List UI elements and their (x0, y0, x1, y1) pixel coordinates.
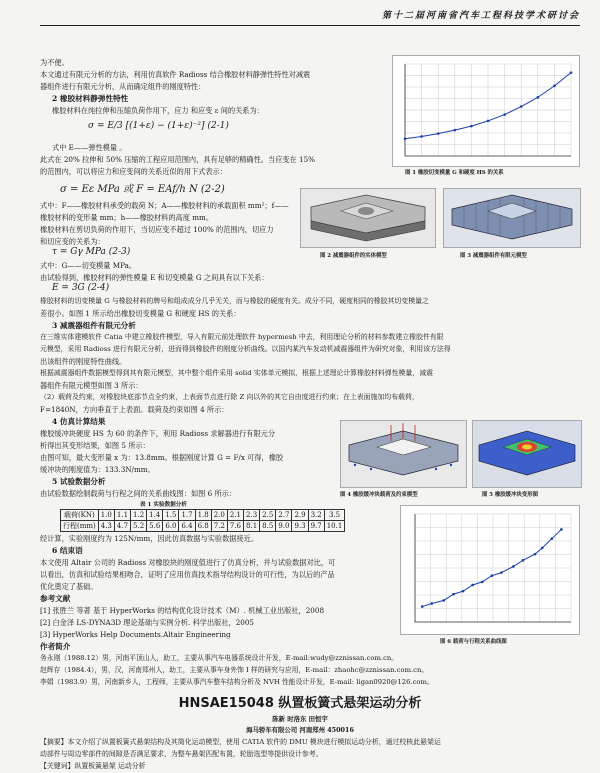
table-cell: 2.5 (260, 510, 276, 521)
chart-load-stroke (401, 506, 579, 634)
table-row (61, 510, 345, 521)
table-cell: 3.2 (308, 510, 324, 521)
data-point (487, 120, 490, 123)
body-line: 橡胶材料的变形量 mm；h——橡胶材料的高度 mm。 (40, 213, 214, 222)
table-cell: 5.2 (131, 521, 147, 532)
data-point (520, 105, 523, 108)
body-line: 此式在 20% 拉伸和 50% 压缩的工程应用范围内，具有足够的精确性。当应变在 15% (40, 155, 315, 164)
load-constraint-render (341, 421, 466, 487)
body-line: 在三维实体建模软件 Catia 中建立橡胶件模型，导入有限元前处理软件 hypermesh 中去，利用理论分析的材料参数建立橡胶件有限 (40, 333, 444, 341)
figure-caption: 图 6 载荷与行程关系曲线图 (440, 639, 507, 645)
data-point (470, 125, 473, 128)
data-point (471, 584, 474, 587)
figure-caption: 图 3 减震器组件有限元模型 (460, 253, 527, 259)
data-point (437, 132, 440, 135)
figure-6 (400, 505, 580, 635)
body-line: 本文使用 Altair 公司的 Radioss 对橡胶块的刚度值进行了仿真分析，并与试验数据对比，可 (40, 558, 336, 567)
body-line: 器组件有限元模型如图 3 所示： (40, 381, 143, 390)
figure-5 (472, 420, 582, 488)
data-point (537, 96, 540, 99)
equation: E = 3G (2-4) (52, 283, 110, 293)
table-cell: 9.7 (308, 521, 324, 532)
table-cell: 9.3 (292, 521, 308, 532)
figure-caption: 图 2 减震器组件的实体模型 (320, 253, 387, 259)
body-line: 析得出其变形结果，如图 5 所示： (40, 441, 150, 450)
body-line: 式中：F——橡胶材料承受的载荷 N；A——橡胶材料的承载面积 mm²；f—— (40, 201, 289, 210)
data-point (481, 581, 484, 584)
body-line: （2）载荷及约束，对橡胶块底部节点全约束，上表面节点进行除 Z 向以外的其它自由度进行约束；在上表面施加均布载荷， (40, 393, 419, 401)
section-heading: 4 仿真计算结果 (52, 417, 106, 426)
table-cell: 2.3 (244, 510, 260, 521)
body-line: 由图可知，最大变形量 x 为：13.8mm。根据刚度计算 G = F/x 可得，橡胶 (40, 453, 284, 462)
data-point (500, 571, 503, 574)
solid-model-render (301, 189, 435, 247)
body-line: 出该组件的刚度特性曲线。 (40, 357, 127, 366)
body-line: 根据减震器组件数据模型得到其有限元模型，其中整个组件采用 solid 实体单元模拟，根据上述理论计算橡胶材料弹性模量，减震 (40, 369, 433, 377)
figure-4 (340, 420, 467, 488)
data-point (454, 129, 457, 132)
data-point (541, 547, 544, 550)
equation: σ = Eε MPa 或 F = EAf/h N (2-2) (60, 184, 225, 195)
equation: σ = E/3 [(1+ε) − (1+ε)⁻²] (2-1) (88, 121, 229, 131)
data-table (60, 509, 345, 532)
body-line: 缓冲块的刚度值为：133.3N/mm。 (40, 465, 155, 474)
data-point (421, 605, 424, 608)
data-point (570, 71, 573, 74)
authors-heading: 作者简介 (40, 642, 71, 651)
table-cell: 5.6 (147, 521, 163, 532)
figure-1 (392, 55, 580, 167)
data-point (404, 137, 407, 140)
row-label: 行程(mm) (61, 521, 99, 532)
table-cell: 7.6 (227, 521, 243, 532)
body-line: 和切应变的关系为： (40, 237, 105, 246)
equation: τ = Gγ MPa (2-3) (52, 247, 131, 257)
data-point (491, 574, 494, 577)
table-cell: 9.0 (276, 521, 292, 532)
data-point (522, 559, 525, 562)
table-cell: 2.7 (276, 510, 292, 521)
next-paper-abstract: 动部件与周边零部件的间隙是否满足要求，为整车悬架匹配布置，轮胎选型等提供设计参考。 (40, 750, 323, 758)
table-cell: 8.1 (244, 521, 260, 532)
body-line: 差很小。如图 1 所示给出橡胶切变模量 G 和硬度 HS 的关系： (40, 309, 241, 318)
reference-item: [2] 白金泽 LS-DYNA3D 理论基础与实例分析. 科学出版社，2005 (40, 618, 254, 627)
table-cell: 2.9 (292, 510, 308, 521)
data-point (503, 113, 506, 116)
table-cell: 1.2 (131, 510, 147, 521)
next-paper-title: HNSAE15048 纵置板簧式悬架运动分析 (178, 696, 422, 711)
header-rule (40, 25, 580, 26)
reference-item: [3] HyperWorks Help Documents.Altair Engineering (40, 630, 231, 639)
section-heading: 3 减震器组件有限元分析 (52, 321, 136, 330)
body-line: 经计算，实验刚度约为 125N/mm，因此仿真数据与实验数据接近。 (40, 534, 259, 543)
body-line: 器组件进行有限元分析，从而确定组件的刚度特性： (40, 82, 206, 91)
table-cell: 3.5 (324, 510, 345, 521)
fem-mesh-render (444, 189, 580, 247)
figure-caption: 图 1 橡胶切变模量 G 和硬度 HS 的关系 (405, 170, 504, 176)
body-line: 由试验数据绘制载荷与行程之间的关系曲线图：如图 6 所示： (40, 489, 237, 498)
section-heading: 2 橡胶材料静弹性特性 (52, 94, 129, 103)
table-row (61, 521, 345, 532)
body-line: 橡胶材料的切变模量 G 与橡胶材料的牌号和组成成分几乎无关，而与橡胶的硬度有关。成分不同，硬度相同的橡胶其切变模量之 (40, 297, 429, 305)
table-cell: 6.4 (179, 521, 195, 532)
author-bio: 李娟（1983.9）男，河南新乡人，工程师，主要从事汽车整车结构分析及 NVH 性能设计开发，E-mail: ligan0920@126.com。 (40, 678, 434, 686)
data-point (551, 537, 554, 540)
body-line: 橡胶缓冲块硬度 HS 为 60 的条件下，利用 Radioss 求解器进行有限元分 (40, 429, 276, 438)
data-point (534, 553, 537, 556)
running-header: 第十二届河南省汽车工程科技学术研讨会 (381, 11, 580, 21)
data-point (420, 135, 423, 138)
table-cell: 2.1 (227, 510, 243, 521)
figure-3 (443, 188, 581, 248)
table-cell: 4.3 (98, 521, 114, 532)
body-line: 式中：G——切变模量 MPa。 (40, 261, 137, 270)
body-line: 橡胶材料在剪切负荷的作用下，当切应变不超过 100% 的范围内，切应力 (40, 225, 274, 234)
data-point (553, 85, 556, 88)
body-line: 的范围内，可以将应力和应变间的关系近似的用下式表示： (40, 167, 227, 176)
table-cell: 4.7 (114, 521, 130, 532)
table-caption: 表 1 实验数据分析 (140, 502, 187, 508)
next-paper-affiliation: 海马轿车有限公司 河南郑州 450016 (246, 726, 354, 734)
body-line: 以看出，仿真和试验结果相吻合，证明了应用仿真技术指导结构设计的可行性，为以后的产品 (40, 570, 335, 579)
data-point (452, 593, 455, 596)
figure-2 (300, 188, 436, 248)
chart-g-hs (393, 56, 579, 166)
table-cell: 10.1 (324, 521, 345, 532)
section-heading: 5 试验数据分析 (52, 477, 106, 486)
deformation-render (473, 421, 581, 487)
table-cell: 1.7 (179, 510, 195, 521)
author-bio: 赵辉存（1984.4），男，汉，河南郑州人，助工，主要从事车身外饰 I 样的研究与应用，E-mail：zhaohc@zznissan.com.cn。 (40, 666, 429, 674)
body-line: 优化奠定了基础。 (40, 582, 98, 591)
table-cell: 1.5 (163, 510, 179, 521)
body-line: 式中 E——弹性模量 。 (52, 143, 127, 152)
table-cell: 1.8 (195, 510, 211, 521)
next-paper-authors: 陈新 时洛东 田恒宇 (272, 715, 328, 723)
table-cell: 6.8 (195, 521, 211, 532)
table-cell: 1.0 (98, 510, 114, 521)
row-label: 载荷(KN) (61, 510, 99, 521)
table-cell: 1.4 (147, 510, 163, 521)
next-paper-keywords: 【关键词】纵置板簧悬架 运动分析 (40, 762, 146, 770)
section-heading: 6 结束语 (52, 546, 83, 555)
data-point (443, 599, 446, 602)
data-point (512, 565, 515, 568)
figure-caption: 图 5 橡胶缓冲块变形图 (482, 492, 539, 498)
body-line: F=1840N，方向垂直于上表面。载荷及约束如图 4 所示： (40, 405, 229, 414)
data-point (462, 590, 465, 593)
body-line: 元模型，采用 Radioss 进行有限元分析，进而得到橡胶件的刚度分析曲线。以国内某汽车发动机减震器组件为研究对象，利用该方法得 (40, 345, 451, 353)
body-line: 橡胶材料在纯拉伸和压缩负荷作用下，应力 和应变 ε 间的关系为： (52, 106, 264, 115)
body-line: 本文通过有限元分析的方法，利用仿真软件 Radioss 结合橡胶材料静弹性特性对减震 (40, 70, 311, 79)
body-line: 由试验得到，橡胶材料的弹性模量 E 和切变模量 G 之间具有以下关系： (40, 273, 269, 282)
body-line: 为不便。 (40, 58, 69, 67)
table-cell: 8.5 (260, 521, 276, 532)
table-cell: 6.0 (163, 521, 179, 532)
data-point (431, 602, 434, 605)
data-point (560, 528, 563, 531)
figure-caption: 图 4 橡胶缓冲块载荷及约束模型 (340, 492, 418, 498)
author-bio: 务永刚（1988.12）男，河南平顶山人，助工，主要从事汽车电器系统设计开发，E-mail:wudy@zznissan.com.cn。 (40, 654, 399, 662)
next-paper-abstract: 【摘要】本文介绍了纵置板簧式悬架结构及其简化运动模型，使用 CATIA 软件的 DMU 模块进行模拟运动分析，通过校核此悬架运 (40, 738, 441, 746)
table-cell: 2.0 (211, 510, 227, 521)
table-cell: 1.1 (114, 510, 130, 521)
references-heading: 参考文献 (40, 594, 71, 603)
table-cell: 7.2 (211, 521, 227, 532)
reference-item: [1] 张胜兰 等著 基于 HyperWorks 的结构优化设计技术（M）. 机械工业出版社，2008 (40, 606, 325, 615)
